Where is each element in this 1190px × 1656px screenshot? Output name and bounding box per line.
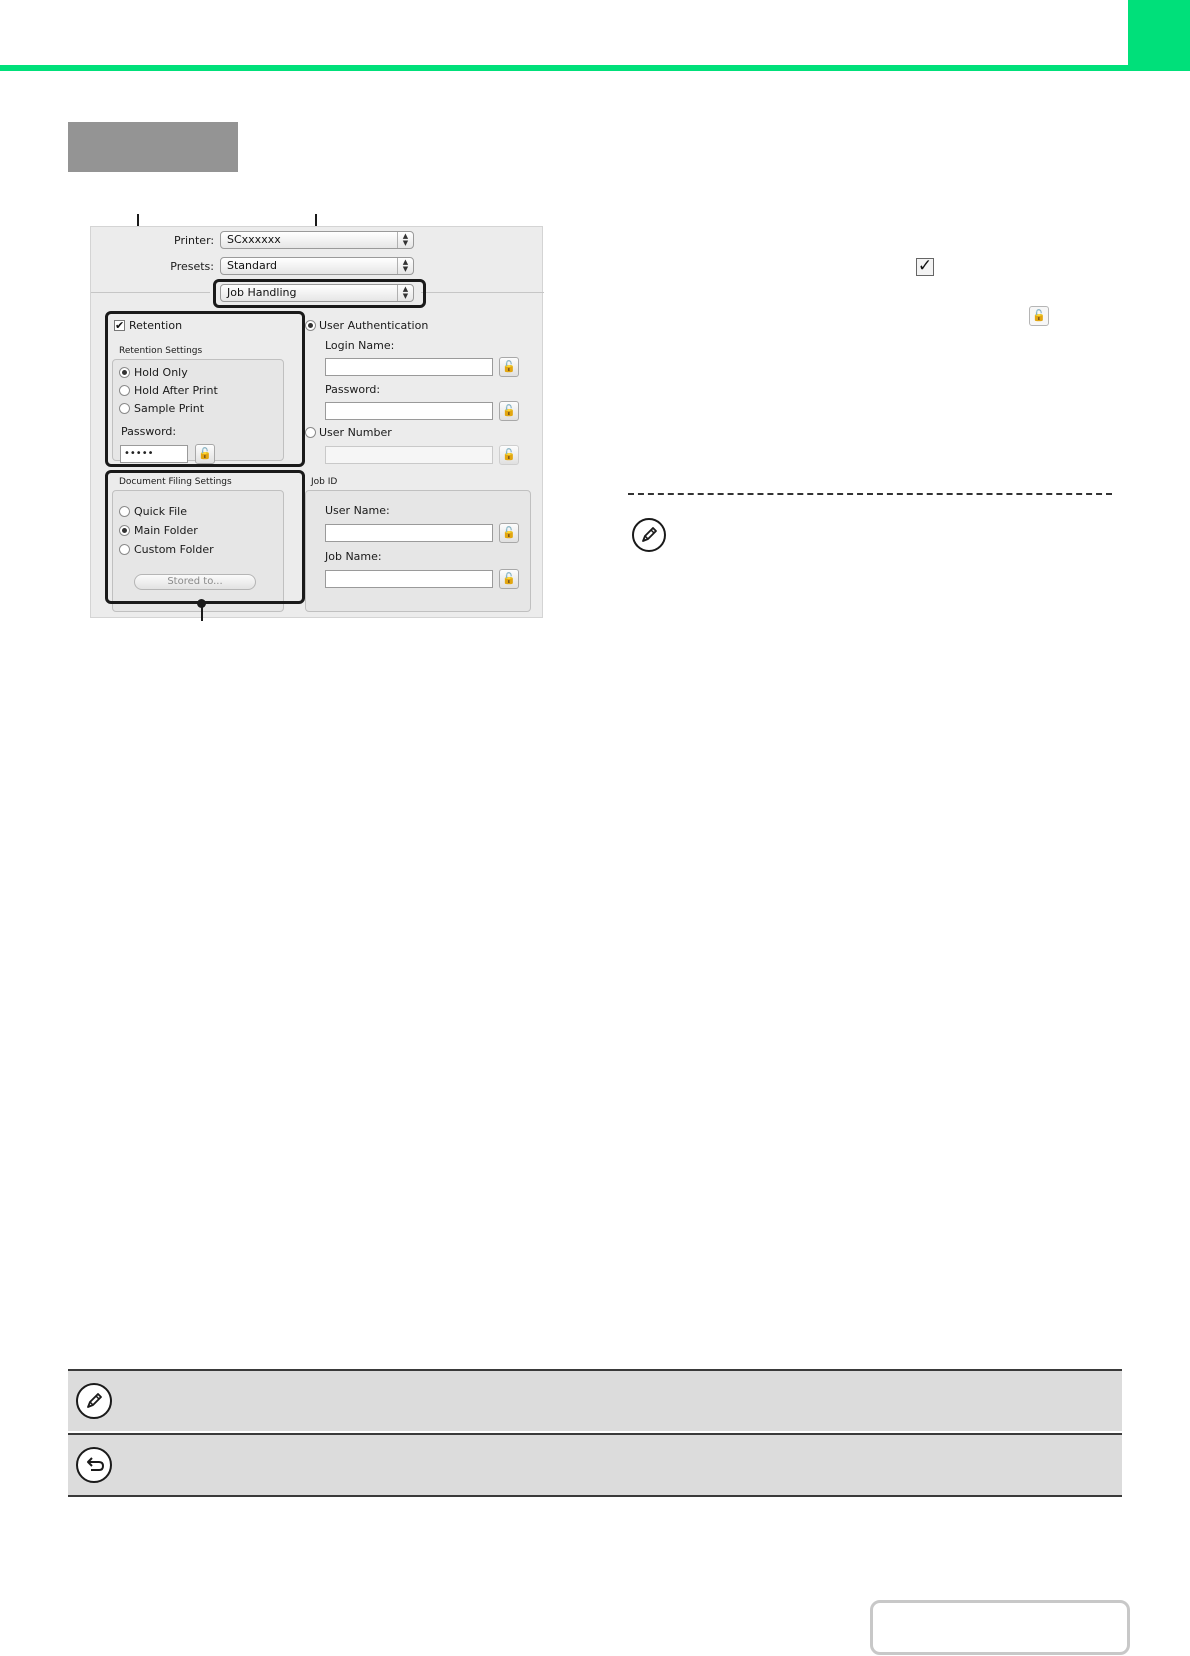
header-accent-tab bbox=[1128, 0, 1190, 71]
retention-checkbox[interactable]: ✔ bbox=[115, 319, 125, 332]
padlock-icon[interactable]: 🔓 bbox=[499, 523, 519, 543]
printer-label: Printer: bbox=[174, 234, 215, 247]
printer-popup[interactable] bbox=[220, 231, 414, 249]
pencil-icon bbox=[76, 1383, 112, 1419]
presets-popup[interactable] bbox=[220, 257, 414, 275]
user-number-label: User Number bbox=[319, 426, 392, 439]
callout-frame-job-handling bbox=[213, 279, 426, 308]
padlock-icon[interactable]: 🔓 bbox=[499, 401, 519, 421]
job-id-title: Job ID bbox=[311, 477, 338, 487]
panel-value: Job Handling bbox=[227, 286, 297, 299]
sample-print-label: Sample Print bbox=[134, 402, 205, 415]
return-bar bbox=[68, 1433, 1122, 1495]
hold-after-print-label: Hold After Print bbox=[134, 384, 218, 397]
login-name-label: Login Name: bbox=[325, 339, 395, 352]
updown-arrows-icon: ▲ ▼ bbox=[397, 232, 413, 248]
callout-frame-document-filing bbox=[105, 470, 305, 604]
section-step-tab bbox=[68, 122, 238, 172]
quick-file-label: Quick File bbox=[134, 505, 188, 518]
job-name-field[interactable] bbox=[325, 570, 493, 588]
return-arrow-icon[interactable] bbox=[76, 1447, 112, 1483]
printer-value: SCxxxxxx bbox=[227, 233, 281, 246]
updown-arrows-icon: ▲ ▼ bbox=[397, 285, 413, 301]
stored-to-button[interactable]: Stored to... bbox=[134, 574, 256, 590]
user-authentication-radio[interactable] bbox=[305, 320, 316, 331]
check-box-icon: ✓ bbox=[917, 256, 933, 276]
retention-label: Retention bbox=[129, 319, 183, 332]
user-number-field[interactable] bbox=[325, 446, 493, 464]
user-name-label: User Name: bbox=[325, 504, 390, 517]
separator-left bbox=[91, 292, 210, 293]
user-authentication-label: User Authentication bbox=[319, 319, 429, 332]
retention-password-field[interactable]: ••••• bbox=[120, 445, 188, 463]
callout-frame-retention bbox=[105, 311, 305, 467]
note-bar bbox=[68, 1369, 1122, 1431]
login-name-field[interactable] bbox=[325, 358, 493, 376]
presets-value: Standard bbox=[227, 259, 278, 272]
job-name-label: Job Name: bbox=[325, 550, 382, 563]
hold-only-label: Hold Only bbox=[134, 366, 188, 379]
header-accent-rule bbox=[0, 65, 1128, 71]
pencil-icon bbox=[632, 518, 666, 552]
presets-label: Presets: bbox=[170, 260, 214, 273]
custom-folder-label: Custom Folder bbox=[134, 543, 214, 556]
padlock-icon[interactable]: 🔓 bbox=[499, 445, 519, 465]
note-dotted-rule bbox=[628, 493, 1112, 495]
padlock-icon[interactable]: 🔓 bbox=[195, 444, 215, 464]
main-folder-label: Main Folder bbox=[134, 524, 198, 537]
separator-right bbox=[421, 292, 544, 293]
auth-password-field[interactable] bbox=[325, 402, 493, 420]
padlock-icon[interactable]: 🔓 bbox=[499, 357, 519, 377]
bars-bottom-rule bbox=[68, 1495, 1122, 1497]
retention-password-label: Password: bbox=[121, 425, 177, 438]
updown-arrows-icon: ▲ ▼ bbox=[397, 258, 413, 274]
auth-password-label: Password: bbox=[325, 383, 381, 396]
page-nav-box[interactable] bbox=[870, 1600, 1130, 1655]
user-number-radio[interactable] bbox=[305, 427, 316, 438]
user-name-field[interactable] bbox=[325, 524, 493, 542]
padlock-icon[interactable]: 🔓 bbox=[499, 569, 519, 589]
callout-leader-3 bbox=[201, 604, 203, 621]
retention-settings-title: Retention Settings bbox=[119, 346, 203, 356]
document-filing-title: Document Filing Settings bbox=[119, 477, 232, 487]
padlock-icon: 🔓 bbox=[1029, 306, 1049, 326]
